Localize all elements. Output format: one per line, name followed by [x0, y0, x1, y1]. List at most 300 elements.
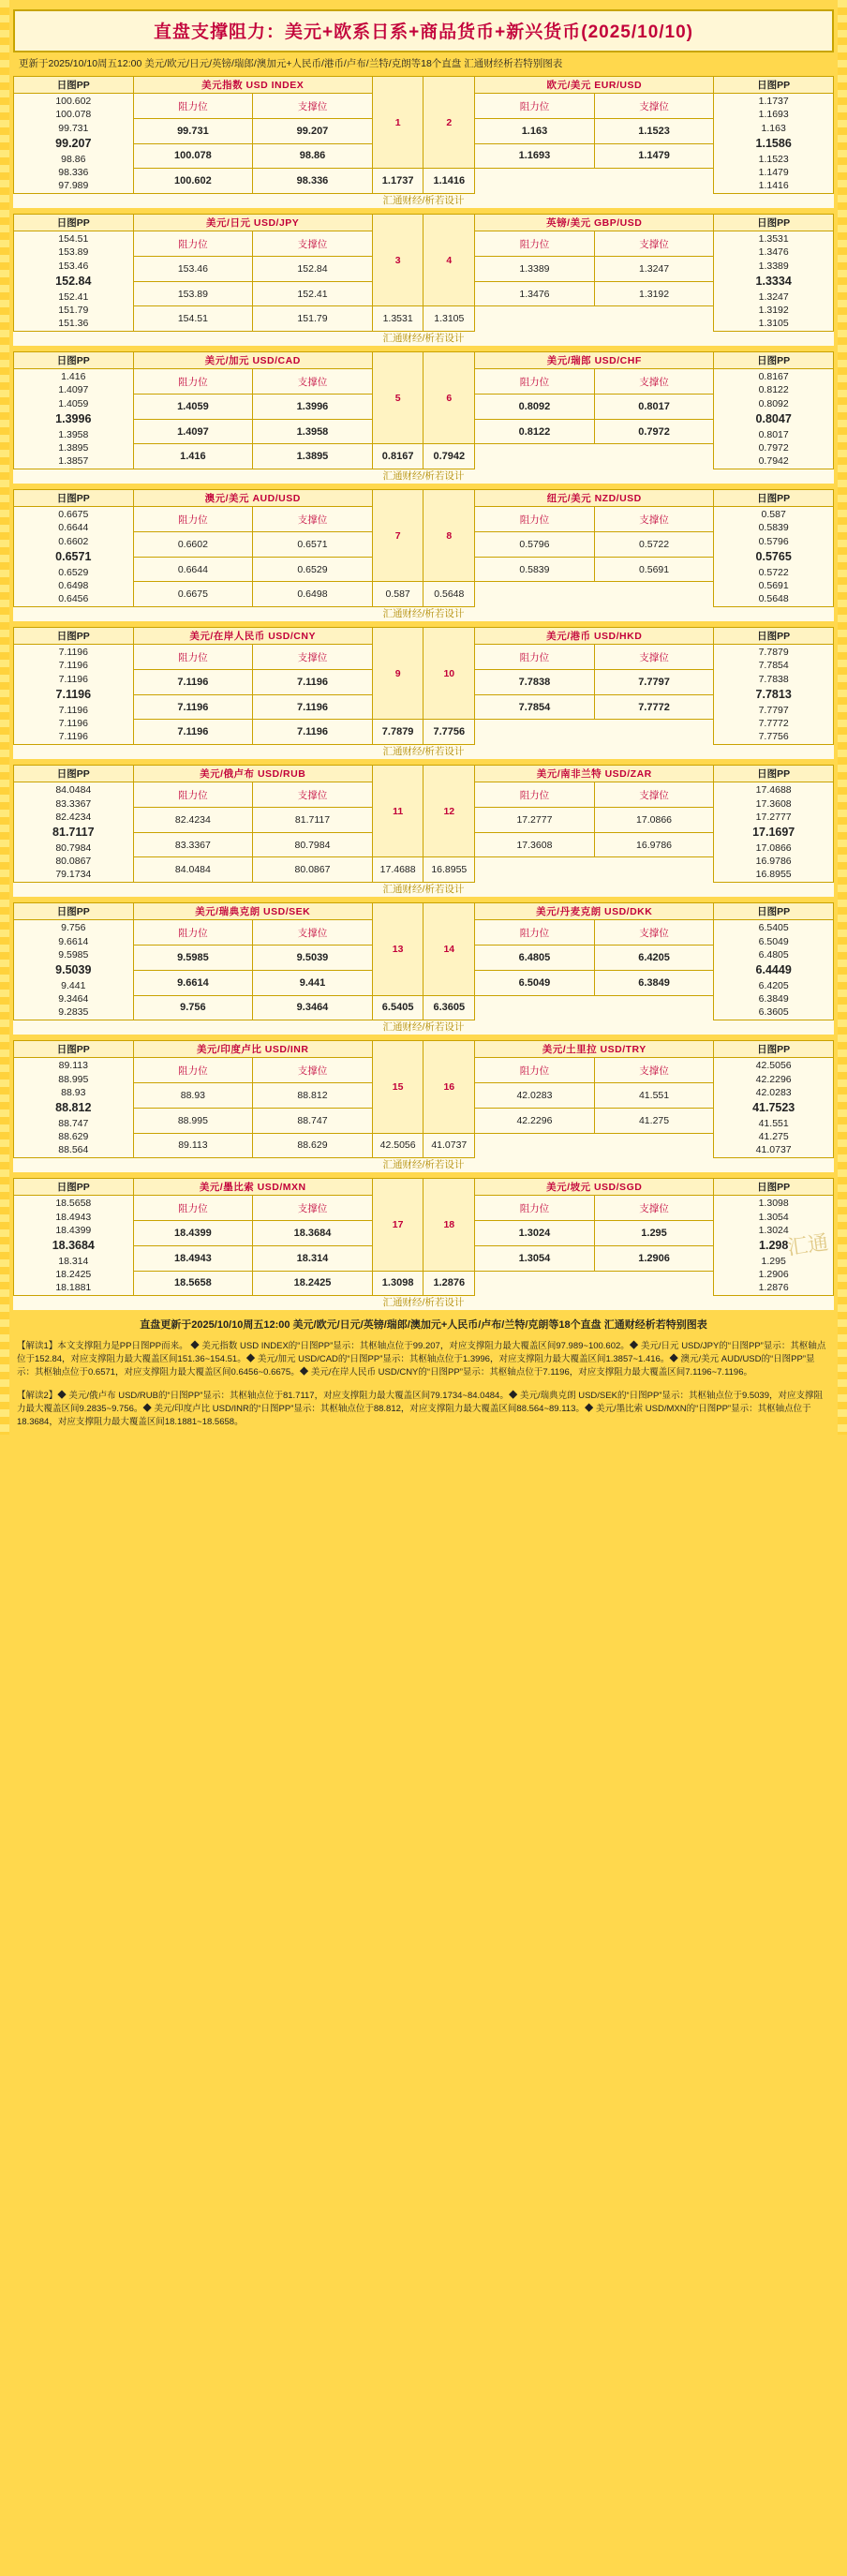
- support-value-left: 0.6498: [253, 582, 373, 607]
- pp-level: 9.2835: [58, 1006, 89, 1019]
- pp-level: 16.9786: [755, 855, 792, 867]
- resist-value-left: 154.51: [133, 306, 253, 332]
- pp-level: 1.3105: [758, 317, 789, 329]
- pp-header-right: 日图PP: [714, 1041, 834, 1058]
- pp-header-right: 日图PP: [714, 903, 834, 920]
- support-header-left: 支撑位: [253, 1196, 373, 1221]
- watermark-stamp: 汇通: [785, 1230, 830, 1260]
- block-number-right: 12: [424, 766, 475, 857]
- support-value-right: 17.0866: [594, 808, 714, 833]
- pp-level: 1.416: [61, 371, 86, 383]
- pp-level: 16.8955: [755, 869, 792, 881]
- watermark-row: [14, 469, 834, 484]
- support-value-left: 9.3464: [253, 995, 373, 1020]
- support-header-right: 支撑位: [594, 920, 714, 946]
- watermark-center: 汇通财经/析若设计: [382, 884, 465, 896]
- pp-level: 0.5765: [755, 549, 792, 563]
- pp-level: 0.6571: [55, 549, 92, 563]
- support-value-right: 1.3247: [594, 256, 714, 281]
- pp-level: 1.4097: [58, 384, 89, 396]
- pp-level: 9.3464: [58, 992, 89, 1005]
- resist-value-left: 1.4059: [133, 394, 253, 419]
- watermark-left: [14, 745, 373, 760]
- resist-header-right: 阻力位: [475, 231, 595, 257]
- support-value-right: 1.3192: [594, 281, 714, 306]
- support-header-right: 支撑位: [594, 94, 714, 119]
- support-value-right: 16.8955: [424, 857, 475, 883]
- watermark-right: [475, 1158, 834, 1173]
- support-header-left: 支撑位: [253, 94, 373, 119]
- pp-level: 0.6675: [58, 509, 89, 521]
- resist-value-right: 0.8167: [372, 444, 424, 469]
- pp-level: 1.1586: [755, 136, 792, 150]
- support-value-right: 0.7942: [424, 444, 475, 469]
- pair-title-left: 美元/墨比索 USD/MXN: [133, 1179, 372, 1196]
- support-value-left: 88.629: [253, 1133, 373, 1158]
- pp-level: 0.6644: [58, 522, 89, 534]
- support-value-left: 88.747: [253, 1108, 373, 1133]
- support-value-right: 7.7756: [424, 720, 475, 745]
- pp-level: 88.995: [58, 1073, 89, 1085]
- support-value-left: 98.336: [253, 169, 373, 194]
- resist-value-right: 7.7854: [475, 694, 595, 720]
- resist-header-left: 阻力位: [133, 507, 253, 532]
- watermark-right: [475, 194, 834, 209]
- pair-title-left: 美元/俄卢布 USD/RUB: [133, 766, 372, 782]
- resist-value-left: 84.0484: [133, 857, 253, 883]
- pp-level: 1.3996: [55, 411, 92, 425]
- pair-block: [13, 765, 834, 897]
- footer-note-1: 【解读1】本文支撑阻力是PP日图PP而来。 ◆ 美元指数 USD INDEX的“日图PP”显示：其枢轴点位于99.207，对应支撑阻力最大覆盖区间97.989~100.602。◆ 美元/日元 USD/JPY的“日图PP”显示：其枢轴点位于152.84，对应支撑阻力最大覆盖区间151.36~154.51。◆ 美元/加元 USD/CAD的“日图PP”显示：其枢轴点位于1.3996，对应支撑阻力最大覆盖区间1.3857~1.416。◆ 澳元/美元 AUD/USD的“日图PP”显示：其枢轴点位于0.6571，对应支撑阻力最大覆盖区间0.6456~0.6675。◆ 美元/在岸人民币 USD/CNY的“日图PP”显示：其枢轴点位于7.1196，对应支撑阻力最大覆盖区间7.1196~7.1196。: [17, 1340, 826, 1378]
- pair-title-left: 美元/加元 USD/CAD: [133, 352, 372, 369]
- pp-header-left: 日图PP: [14, 1041, 134, 1058]
- watermark-row: [14, 194, 834, 209]
- resist-value-left: 153.46: [133, 256, 253, 281]
- pp-level: 99.731: [58, 122, 89, 134]
- resist-value-left: 89.113: [133, 1133, 253, 1158]
- resist-value-right: 1.1737: [372, 169, 424, 194]
- pp-level: 7.1196: [58, 704, 88, 716]
- watermark-right: [475, 883, 834, 898]
- resist-value-left: 1.416: [133, 444, 253, 469]
- resist-value-left: 153.89: [133, 281, 253, 306]
- support-header-right: 支撑位: [594, 645, 714, 670]
- pp-levels-left: [14, 1058, 134, 1158]
- pp-level: 6.5405: [758, 922, 789, 934]
- support-header-right: 支撑位: [594, 231, 714, 257]
- resist-value-right: 1.3389: [475, 256, 595, 281]
- pp-level: 17.0866: [755, 841, 792, 854]
- resist-value-left: 83.3367: [133, 832, 253, 857]
- pp-level: 1.163: [761, 122, 786, 134]
- resist-value-right: 1.3476: [475, 281, 595, 306]
- pp-level: 17.1697: [752, 825, 795, 839]
- pp-levels-right: [714, 231, 834, 332]
- blocks-container: [0, 76, 847, 1310]
- support-value-right: 1.2906: [594, 1245, 714, 1271]
- pp-level: 17.2777: [755, 811, 792, 823]
- pp-level: 0.6498: [58, 579, 89, 591]
- resist-header-left: 阻力位: [133, 1058, 253, 1083]
- pp-level: 41.275: [758, 1130, 789, 1142]
- pp-level: 0.6529: [58, 566, 89, 578]
- pair-title-right: 美元/港币 USD/HKD: [475, 628, 714, 645]
- support-value-right: 0.5691: [594, 557, 714, 582]
- block-header-row: [14, 1179, 834, 1196]
- pp-level: 88.629: [58, 1130, 89, 1142]
- pp-level: 41.7523: [752, 1100, 795, 1114]
- pp-level: 79.1734: [55, 869, 92, 881]
- pair-title-right: 美元/坡元 USD/SGD: [475, 1179, 714, 1196]
- resist-value-left: 100.078: [133, 143, 253, 169]
- support-header-left: 支撑位: [253, 1058, 373, 1083]
- pp-header-left: 日图PP: [14, 903, 134, 920]
- resist-value-right: 0.5796: [475, 531, 595, 557]
- pp-level: 1.1479: [758, 166, 789, 178]
- support-value-left: 152.84: [253, 256, 373, 281]
- support-value-left: 0.6571: [253, 531, 373, 557]
- pair-block: [13, 351, 834, 484]
- support-header-right: 支撑位: [594, 369, 714, 395]
- page-title: 直盘支撑阻力：美元+欧系日系+商品货币+新兴货币(2025/10/10): [153, 22, 694, 42]
- pp-level: 81.7117: [52, 825, 95, 839]
- support-value-left: 80.0867: [253, 857, 373, 883]
- resist-value-left: 1.4097: [133, 419, 253, 444]
- pp-level: 153.89: [58, 246, 89, 259]
- pair-title-left: 美元/印度卢比 USD/INR: [133, 1041, 372, 1058]
- pp-level: 17.3608: [755, 797, 792, 810]
- pp-level: 100.602: [55, 96, 92, 108]
- table-row: [14, 857, 834, 883]
- resist-value-left: 9.6614: [133, 970, 253, 995]
- resist-value-left: 18.5658: [133, 1271, 253, 1296]
- support-value-right: 1.1523: [594, 118, 714, 143]
- resist-header-right: 阻力位: [475, 782, 595, 808]
- pp-level: 42.0283: [755, 1086, 792, 1098]
- watermark-left: [14, 469, 373, 484]
- support-header-right: 支撑位: [594, 782, 714, 808]
- pp-level: 9.441: [61, 979, 86, 991]
- block-number-right: 16: [424, 1041, 475, 1133]
- resist-value-left: 0.6644: [133, 557, 253, 582]
- watermark-left: [14, 1296, 373, 1311]
- pair-title-right: 纽元/美元 NZD/USD: [475, 490, 714, 507]
- support-value-right: 1.2876: [424, 1271, 475, 1296]
- pp-level: 18.314: [58, 1255, 89, 1267]
- pair-title-left: 美元/在岸人民币 USD/CNY: [133, 628, 372, 645]
- table-row: [14, 444, 834, 469]
- pp-level: 1.2876: [758, 1282, 789, 1294]
- pp-level: 7.1196: [58, 673, 88, 685]
- pp-header-left: 日图PP: [14, 490, 134, 507]
- pp-level: 152.84: [55, 274, 92, 288]
- watermark-center: 汇通财经/析若设计: [382, 195, 465, 207]
- pp-level: 7.7854: [758, 660, 789, 672]
- block-number-left: 13: [372, 903, 424, 995]
- pp-levels-left: [14, 920, 134, 1020]
- support-value-left: 1.3996: [253, 394, 373, 419]
- resist-value-right: 6.5405: [372, 995, 424, 1020]
- resist-header-right: 阻力位: [475, 1196, 595, 1221]
- watermark-center: 汇通财经/析若设计: [382, 746, 465, 758]
- resist-value-right: 1.3054: [475, 1245, 595, 1271]
- resist-value-right: 6.5049: [475, 970, 595, 995]
- pp-level: 0.6602: [58, 535, 89, 547]
- pp-header-right: 日图PP: [714, 77, 834, 94]
- block-number-left: 11: [372, 766, 424, 857]
- pp-levels-left: [14, 94, 134, 194]
- pp-level: 7.1196: [58, 731, 88, 743]
- pp-level: 1.3389: [758, 260, 789, 272]
- support-value-left: 1.3895: [253, 444, 373, 469]
- watermark-left: [14, 194, 373, 209]
- support-header-left: 支撑位: [253, 369, 373, 395]
- block-header-row: [14, 352, 834, 369]
- pp-level: 18.4943: [55, 1211, 92, 1223]
- resist-value-right: 6.4805: [475, 946, 595, 971]
- pp-level: 1.3024: [758, 1224, 789, 1236]
- pp-level: 0.6456: [58, 593, 89, 604]
- resist-header-left: 阻力位: [133, 369, 253, 395]
- pair-block: [13, 627, 834, 759]
- pp-header-right: 日图PP: [714, 352, 834, 369]
- watermark-right: [475, 607, 834, 622]
- pp-level: 41.551: [758, 1117, 789, 1129]
- pair-title-left: 美元/日元 USD/JPY: [133, 215, 372, 231]
- block-number-right: 6: [424, 352, 475, 444]
- pp-level: 17.4688: [755, 784, 792, 797]
- footer-title: 直盘更新于2025/10/10周五12:00 美元/欧元/日元/英镑/瑞郎/澳加元+人民币/卢布/兰特/克朗等18个直盘 汇通财经析若特别图表: [140, 1319, 707, 1332]
- resist-header-right: 阻力位: [475, 1058, 595, 1083]
- pp-level: 1.3857: [58, 454, 89, 467]
- resist-value-left: 7.1196: [133, 670, 253, 695]
- block-number-right: 18: [424, 1179, 475, 1271]
- watermark-row: [14, 332, 834, 347]
- resist-value-left: 0.6675: [133, 582, 253, 607]
- block-number-right: 2: [424, 77, 475, 169]
- pp-header-left: 日图PP: [14, 1179, 134, 1196]
- pp-level: 9.5039: [55, 962, 92, 976]
- resist-header-left: 阻力位: [133, 1196, 253, 1221]
- block-header-row: [14, 903, 834, 920]
- block-header-row: [14, 215, 834, 231]
- pp-level: 18.2425: [55, 1268, 92, 1280]
- pp-levels-right: [714, 94, 834, 194]
- resist-value-right: 17.3608: [475, 832, 595, 857]
- pp-level: 1.3531: [758, 233, 789, 246]
- pp-level: 88.812: [55, 1100, 92, 1114]
- resist-value-right: 0.8122: [475, 419, 595, 444]
- pp-level: 1.3895: [58, 441, 89, 454]
- pp-level: 9.6614: [58, 935, 89, 947]
- pair-title-right: 美元/丹麦克朗 USD/DKK: [475, 903, 714, 920]
- pp-level: 41.0737: [755, 1144, 792, 1156]
- pp-level: 7.7838: [758, 673, 789, 685]
- support-value-left: 81.7117: [253, 808, 373, 833]
- pp-level: 99.207: [55, 136, 92, 150]
- support-header-left: 支撑位: [253, 782, 373, 808]
- pair-title-right: 英镑/美元 GBP/USD: [475, 215, 714, 231]
- support-value-left: 152.41: [253, 281, 373, 306]
- resist-header-right: 阻力位: [475, 507, 595, 532]
- watermark-right: [475, 469, 834, 484]
- support-value-right: 6.3605: [424, 995, 475, 1020]
- resist-value-left: 88.995: [133, 1108, 253, 1133]
- pp-level: 6.4805: [758, 948, 789, 960]
- support-header-right: 支撑位: [594, 1058, 714, 1083]
- table-row: [14, 306, 834, 332]
- pp-level: 153.46: [58, 260, 89, 272]
- resist-value-left: 9.5985: [133, 946, 253, 971]
- resist-value-right: 17.4688: [372, 857, 424, 883]
- resist-value-left: 18.4943: [133, 1245, 253, 1271]
- pp-level: 1.2906: [758, 1268, 789, 1280]
- pp-level: 0.7942: [758, 454, 789, 467]
- resist-value-left: 100.602: [133, 169, 253, 194]
- pp-level: 7.7797: [758, 704, 789, 716]
- watermark-left: [14, 607, 373, 622]
- block-number-right: 4: [424, 215, 475, 306]
- resist-value-right: 42.0283: [475, 1083, 595, 1109]
- resist-header-right: 阻力位: [475, 369, 595, 395]
- support-value-right: 16.9786: [594, 832, 714, 857]
- resist-header-right: 阻力位: [475, 920, 595, 946]
- resist-value-right: 0.8092: [475, 394, 595, 419]
- support-value-right: 7.7797: [594, 670, 714, 695]
- pair-block: [13, 1178, 834, 1310]
- pair-title-right: 欧元/美元 EUR/USD: [475, 77, 714, 94]
- pp-level: 6.5049: [758, 935, 789, 947]
- support-value-right: 0.7972: [594, 419, 714, 444]
- pp-level: 6.4205: [758, 979, 789, 991]
- pp-level: 84.0484: [55, 784, 92, 797]
- watermark-row: [14, 1296, 834, 1311]
- resist-value-left: 9.756: [133, 995, 253, 1020]
- resist-value-right: 1.3098: [372, 1271, 424, 1296]
- pp-level: 0.587: [761, 509, 786, 521]
- title-banner: [13, 9, 834, 52]
- footer-note-2: 【解读2】◆ 美元/俄卢布 USD/RUB的“日图PP”显示：其枢轴点位于81.7117，对应支撑阻力最大覆盖区间79.1734~84.0484。◆ 美元/瑞典克朗 USD/SEK的“日图PP”显示：其枢轴点位于9.5039，对应支撑阻力最大覆盖区间9.2835~9.756。◆ 美元/印度卢比 USD/INR的“日图PP”显示：其枢轴点位于88.812，对应支撑阻力最大覆盖区间88.564~89.113。◆ 美元/墨比索 USD/MXN的“日图PP”显示：其枢轴点位于18.3684，对应支撑阻力最大覆盖区间18.1881~18.5658。: [17, 1390, 824, 1428]
- table-row: [14, 582, 834, 607]
- watermark-center: 汇通财经/析若设计: [382, 470, 465, 483]
- pp-level: 154.51: [58, 233, 89, 246]
- resist-header-left: 阻力位: [133, 920, 253, 946]
- resist-value-right: 42.2296: [475, 1108, 595, 1133]
- pair-title-left: 美元指数 USD INDEX: [133, 77, 372, 94]
- pp-levels-right: [714, 782, 834, 883]
- support-value-left: 1.3958: [253, 419, 373, 444]
- support-value-left: 18.3684: [253, 1221, 373, 1246]
- support-value-right: 41.0737: [424, 1133, 475, 1158]
- watermark-left: [14, 332, 373, 347]
- pp-level: 80.0867: [55, 855, 92, 867]
- left-border-stripe: [0, 0, 9, 1435]
- support-value-right: 41.551: [594, 1083, 714, 1109]
- pp-level: 1.3192: [758, 304, 789, 316]
- pp-header-left: 日图PP: [14, 628, 134, 645]
- pp-level: 98.86: [61, 153, 86, 165]
- block-number-left: 1: [372, 77, 424, 169]
- pp-level: 0.8122: [758, 384, 789, 396]
- watermark-right: [475, 332, 834, 347]
- pair-title-right: 美元/南非兰特 USD/ZAR: [475, 766, 714, 782]
- pp-level: 151.36: [58, 317, 89, 329]
- pp-level: 7.7772: [758, 717, 789, 729]
- watermark-row: [14, 607, 834, 622]
- watermark-row: [14, 1158, 834, 1173]
- pp-levels-left: [14, 507, 134, 607]
- pp-level: 1.3334: [755, 274, 792, 288]
- block-header-row: [14, 490, 834, 507]
- support-value-left: 88.812: [253, 1083, 373, 1109]
- support-value-right: 1.1416: [424, 169, 475, 194]
- support-value-left: 98.86: [253, 143, 373, 169]
- pp-level: 1.3098: [758, 1198, 789, 1210]
- support-value-left: 7.1196: [253, 670, 373, 695]
- pp-level: 1.1737: [758, 96, 789, 108]
- pair-title-right: 美元/瑞郎 USD/CHF: [475, 352, 714, 369]
- pp-level: 1.1693: [758, 109, 789, 121]
- resist-value-right: 1.1693: [475, 143, 595, 169]
- pp-levels-right: [714, 507, 834, 607]
- table-row: [14, 169, 834, 194]
- pp-levels-left: [14, 782, 134, 883]
- support-value-left: 151.79: [253, 306, 373, 332]
- watermark-left: [14, 883, 373, 898]
- pp-level: 0.5796: [758, 535, 789, 547]
- pp-header-left: 日图PP: [14, 352, 134, 369]
- support-value-left: 9.5039: [253, 946, 373, 971]
- pp-level: 97.989: [58, 179, 89, 191]
- pp-level: 1.295: [761, 1255, 786, 1267]
- pp-level: 1.3247: [758, 290, 789, 303]
- block-number-left: 3: [372, 215, 424, 306]
- support-header-left: 支撑位: [253, 645, 373, 670]
- pair-block: [13, 1040, 834, 1172]
- support-value-left: 18.314: [253, 1245, 373, 1271]
- resist-value-left: 7.1196: [133, 694, 253, 720]
- pp-levels-right: [714, 369, 834, 469]
- pp-level: 9.5985: [58, 948, 89, 960]
- pp-level: 89.113: [58, 1060, 88, 1072]
- pp-level: 7.1196: [58, 717, 88, 729]
- support-value-left: 7.1196: [253, 694, 373, 720]
- pp-level: 6.4449: [755, 962, 792, 976]
- resist-value-right: 7.7879: [372, 720, 424, 745]
- pair-title-right: 美元/土里拉 USD/TRY: [475, 1041, 714, 1058]
- pp-level: 0.5839: [758, 522, 789, 534]
- pp-level: 88.747: [58, 1117, 89, 1129]
- pp-levels-left: [14, 645, 134, 745]
- resist-value-left: 82.4234: [133, 808, 253, 833]
- resist-header-left: 阻力位: [133, 94, 253, 119]
- resist-header-right: 阻力位: [475, 645, 595, 670]
- pp-level: 7.7756: [758, 731, 789, 743]
- pp-level: 6.3849: [758, 992, 789, 1005]
- pp-level: 151.79: [58, 304, 89, 316]
- pair-block: [13, 489, 834, 621]
- table-row: [14, 1133, 834, 1158]
- block-number-right: 14: [424, 903, 475, 995]
- pp-level: 7.1196: [55, 687, 92, 701]
- pp-level: 88.93: [61, 1086, 86, 1098]
- pp-level: 6.3605: [758, 1006, 789, 1019]
- support-value-right: 1.295: [594, 1221, 714, 1246]
- pp-header-right: 日图PP: [714, 1179, 834, 1196]
- watermark-center: 汇通财经/析若设计: [382, 608, 465, 620]
- support-value-right: 6.4205: [594, 946, 714, 971]
- pp-level: 42.5056: [755, 1060, 792, 1072]
